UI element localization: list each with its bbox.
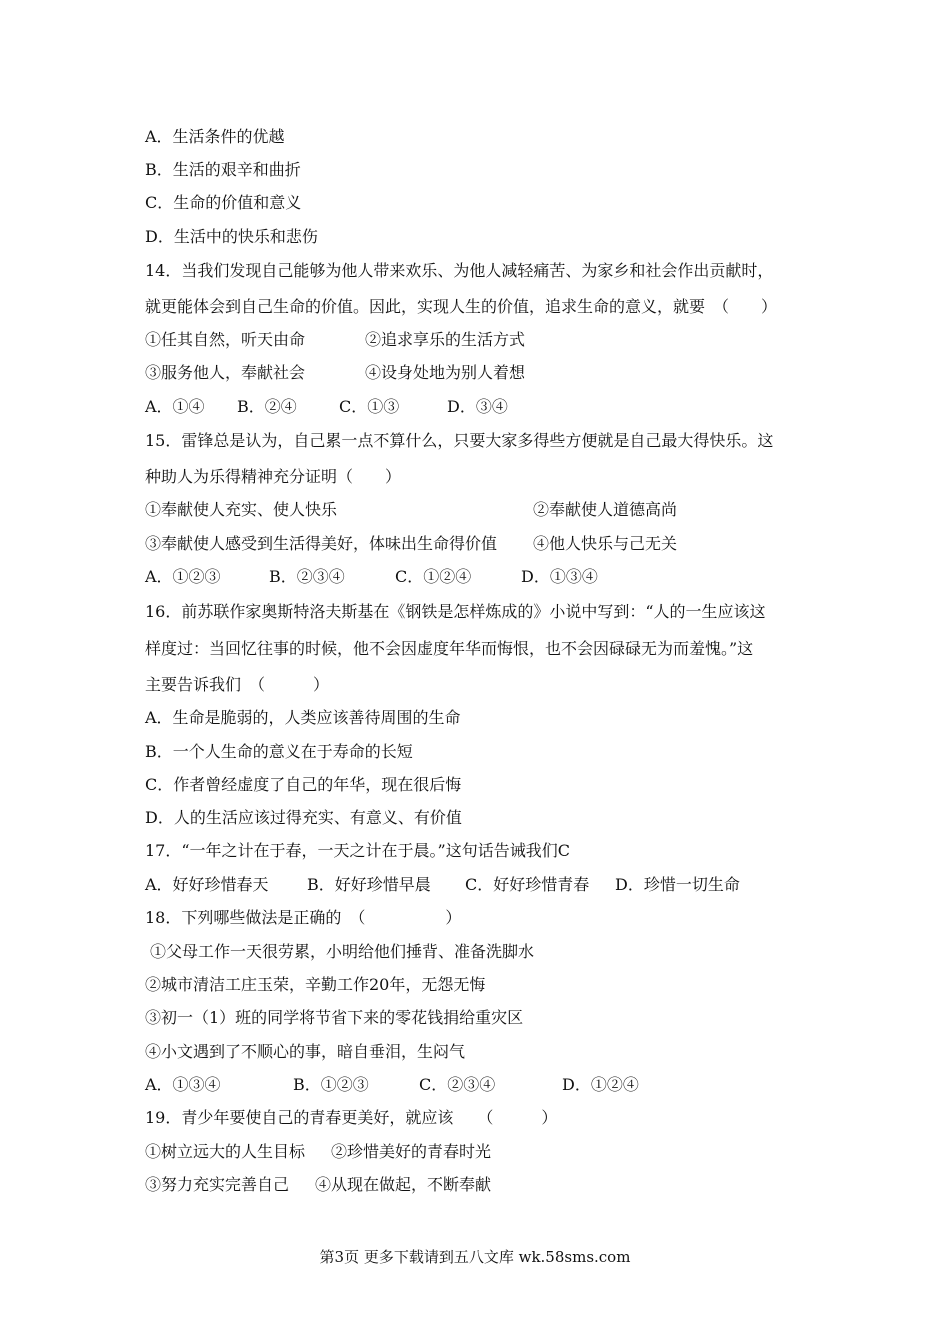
q15-option-d: D．①③④	[521, 567, 598, 586]
q15-option-a: A．①②③	[145, 567, 221, 586]
q18-options	[145, 1074, 825, 1096]
q15-item-3: ③奉献使人感受到生活得美好，体味出生命得价值	[145, 534, 498, 553]
q15-items-row2	[145, 533, 825, 555]
q17-stem: 17．“一年之计在于春，一天之计在于晨。”这句话告诫我们C	[145, 841, 570, 860]
q17-options	[145, 874, 825, 896]
q17-option-a: A．好好珍惜春天	[145, 875, 269, 894]
q18-item-2: ②城市清洁工庄玉荣，辛勤工作20年，无怨无悔	[145, 975, 486, 994]
q19-item-1: ①树立远大的人生目标	[145, 1142, 306, 1161]
q18-item-1: ①父母工作一天很劳累，小明给他们捶背、准备洗脚水	[150, 942, 535, 961]
q19-items-row1	[145, 1141, 825, 1163]
page-footer: 第3页 更多下载请到五八文库 wk.58sms.com	[319, 1248, 631, 1266]
q14-option-c: C．①③	[339, 397, 400, 416]
q16-stem-line1: 16．前苏联作家奥斯特洛夫斯基在《钢铁是怎样炼成的》小说中写到：“人的一生应该这	[145, 602, 766, 621]
q19-item-3: ③努力充实完善自己	[145, 1175, 290, 1194]
q16-stem-line3: 主要告诉我们 （ ）	[145, 675, 330, 694]
q14-option-b: B．②④	[237, 397, 297, 416]
q18-stem: 18．下列哪些做法是正确的 （ ）	[145, 908, 462, 927]
q14-item-1: ①任其自然，听天由命	[145, 330, 306, 349]
q15-item-2: ②奉献使人道德高尚	[533, 500, 678, 519]
q16-option-a: A．生命是脆弱的，人类应该善待周围的生命	[145, 708, 461, 727]
q15-stem-line1: 15．雷锋总是认为，自己累一点不算什么，只要大家多得些方便就是自己最大得快乐。这	[145, 431, 774, 450]
q15-stem-line2: 种助人为乐得精神充分证明（ ）	[145, 467, 402, 486]
q14-item-4: ④设身处地为别人着想	[365, 363, 526, 382]
q18-option-b: B．①②③	[293, 1075, 369, 1094]
q15-item-4: ④他人快乐与己无关	[533, 534, 678, 553]
q17-option-c: C．好好珍惜青春	[465, 875, 590, 894]
q18-item-4: ④小文遇到了不顺心的事，暗自垂泪，生闷气	[145, 1042, 466, 1061]
q19-item-4: ④从现在做起，不断奉献	[315, 1175, 492, 1194]
q14-option-d: D．③④	[447, 397, 508, 416]
q19-stem: 19．青少年要使自己的青春更美好，就应该 （ ）	[145, 1108, 558, 1127]
q14-options	[145, 396, 825, 418]
q13-option-b: B．生活的艰辛和曲折	[145, 160, 301, 179]
q14-option-a: A．①④	[145, 397, 205, 416]
q15-options	[145, 566, 825, 588]
q18-option-c: C．②③④	[419, 1075, 496, 1094]
q15-option-b: B．②③④	[269, 567, 345, 586]
q18-option-a: A．①③④	[145, 1075, 221, 1094]
q16-option-b: B．一个人生命的意义在于寿命的长短	[145, 742, 413, 761]
q17-option-b: B．好好珍惜早晨	[307, 875, 431, 894]
q14-items-row1	[145, 329, 825, 351]
q19-item-2: ②珍惜美好的青春时光	[331, 1142, 492, 1161]
q14-stem-line2: 就更能体会到自己生命的价值。因此，实现人生的价值，追求生命的意义，就要 （ ）	[145, 297, 778, 316]
q15-items-row1	[145, 499, 825, 521]
q13-option-c: C．生命的价值和意义	[145, 193, 302, 212]
q16-stem-line2: 样度过：当回忆往事的时候，他不会因虚度年华而悔恨，也不会因碌碌无为而羞愧。”这	[145, 639, 754, 658]
q16-option-c: C．作者曾经虚度了自己的年华，现在很后悔	[145, 775, 462, 794]
q17-option-d: D．珍惜一切生命	[615, 875, 740, 894]
q14-item-2: ②追求享乐的生活方式	[365, 330, 526, 349]
q15-option-c: C．①②④	[395, 567, 472, 586]
q14-stem-line1: 14．当我们发现自己能够为他人带来欢乐、为他人减轻痛苦、为家乡和社会作出贡献时，	[145, 261, 774, 280]
q15-item-1: ①奉献使人充实、使人快乐	[145, 500, 338, 519]
q18-option-d: D．①②④	[562, 1075, 639, 1094]
q14-item-3: ③服务他人，奉献社会	[145, 363, 306, 382]
q18-item-3: ③初一（1）班的同学将节省下来的零花钱捐给重灾区	[145, 1008, 524, 1027]
q19-items-row2	[145, 1174, 825, 1196]
q13-option-a: A．生活条件的优越	[145, 127, 285, 146]
q13-option-d: D．生活中的快乐和悲伤	[145, 227, 318, 246]
q16-option-d: D．人的生活应该过得充实、有意义、有价值	[145, 808, 462, 827]
q14-items-row2	[145, 362, 825, 384]
